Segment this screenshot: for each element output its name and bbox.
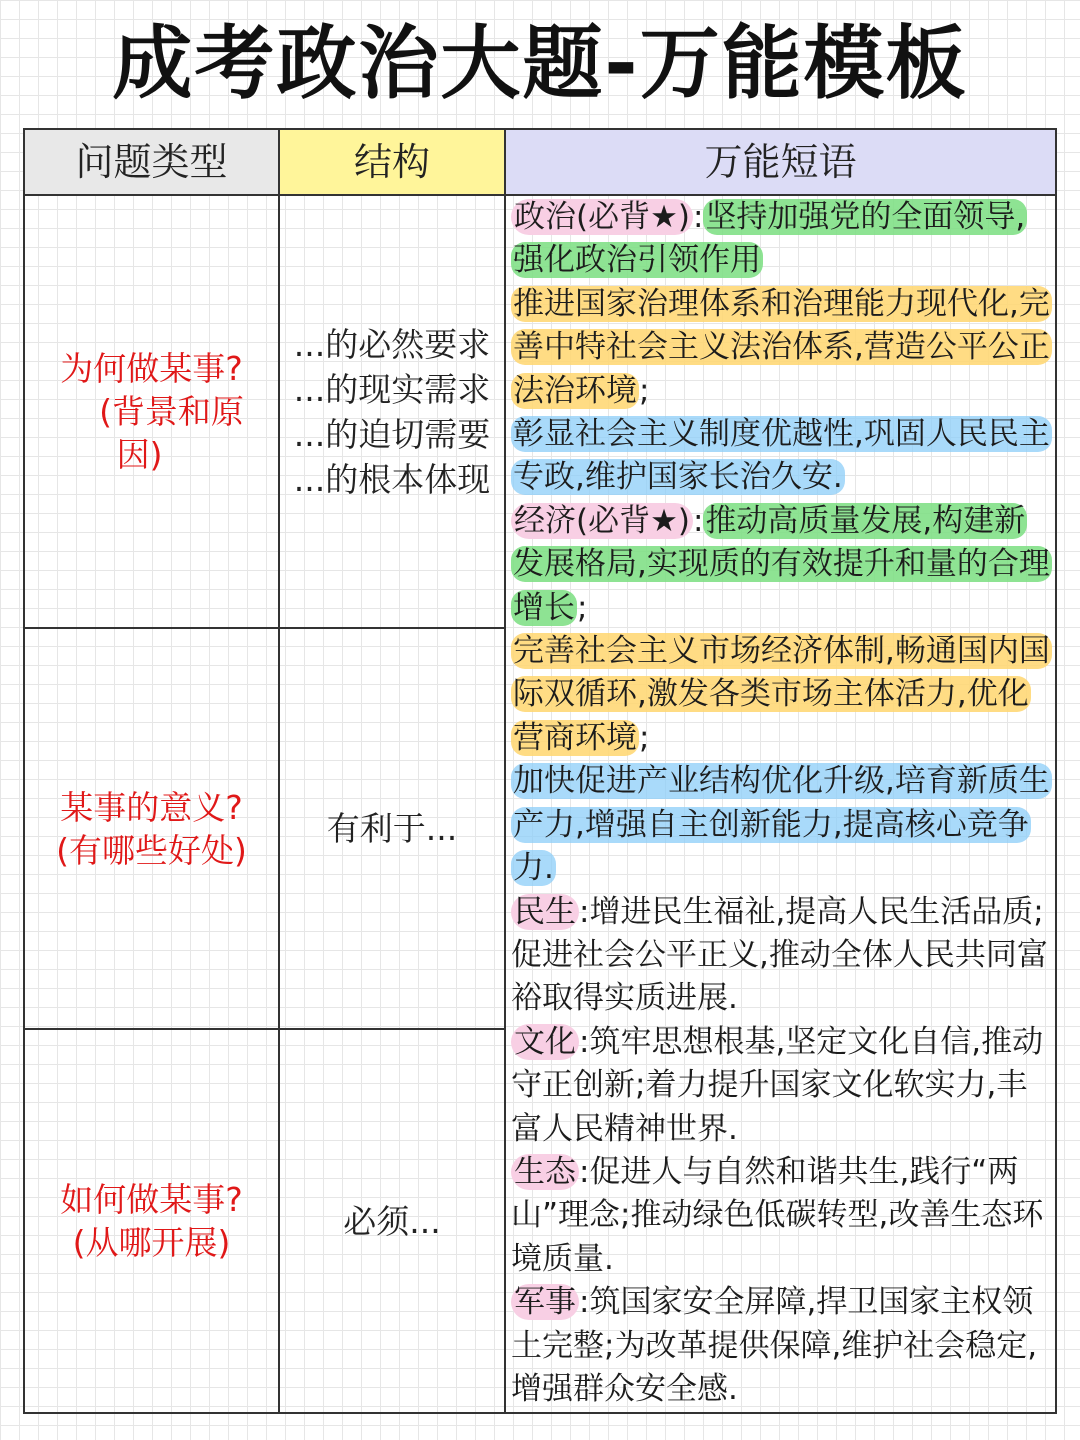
structure-phrase: ...的现实需求 xyxy=(293,369,491,409)
phrase-economy-green: 推动高质量发展,构建新发展格局,实现质的有效提升和量的合理增长 xyxy=(513,502,1050,626)
phrase-livelihood: 民生:增进民生福祉,提高人民生活品质;促进社会公平正义,推动全体人民共同富裕取得实质进展. xyxy=(511,893,1048,1017)
question-type-how xyxy=(25,1030,278,1412)
question-type-why xyxy=(25,196,278,627)
question-type-significance xyxy=(25,629,278,1028)
page-title: 成考政治大题-万能模板 xyxy=(112,17,968,110)
question-type-line: 某事的意义? xyxy=(60,787,243,827)
structure-phrase: 有利于... xyxy=(326,809,458,848)
structure-phrase: ...的必然要求 xyxy=(293,324,491,364)
keyword-military: 军事 xyxy=(511,1284,579,1320)
header-phrases: 万能短语 xyxy=(506,130,1055,194)
phrase-politics: 政治(必背★):坚持加强党的全面领导,强化政治引领作用 xyxy=(513,199,1026,279)
phrase-culture: 文化:筑牢思想根基,坚定文化自信,推动守正创新;着力提升国家文化软实力,丰富人民精神世界. xyxy=(511,1023,1044,1147)
question-type-line: (背景和原 xyxy=(99,392,244,431)
phrase-livelihood-text: 增进民生福祉,提高人民生活品质;促进社会公平正义,推动全体人民共同富裕取得实质进展. xyxy=(511,893,1048,1017)
phrase-politics-green: 坚持加强党的全面领导,强化政治引领作用 xyxy=(513,199,1026,279)
question-type-line: 因) xyxy=(116,435,163,474)
keyword-livelihood: 民生 xyxy=(511,894,579,930)
question-type-line: 如何做某事? xyxy=(60,1180,243,1219)
structure-phrase: 必须... xyxy=(343,1201,441,1241)
phrase-politics-yellow: 推进国家治理体系和治理能力现代化,完善中特社会主义法治体系,营造公平公正法治环境 xyxy=(513,285,1050,409)
phrase-economy-blue: 加快促进产业结构优化升级,培育新质生产力,增强自主创新能力,提高核心竞争力. xyxy=(513,763,1050,887)
phrase-military-text: 筑国家安全屏障,捍卫国家主权领土完整;为改革提供保障,维护社会稳定,增强群众安全感. xyxy=(511,1284,1038,1407)
structure-phrase: ...的根本体现 xyxy=(293,459,491,499)
question-type-line: (有哪些好处) xyxy=(56,830,247,870)
phrase-ecology-text: 促进人与自然和谐共生,践行“两山”理念;推动绿色低碳转型,改善生态环境质量. xyxy=(511,1153,1044,1277)
header-question-type: 问题类型 xyxy=(25,130,278,194)
structure-phrase: ...的迫切需要 xyxy=(293,414,491,454)
template-table xyxy=(23,128,1057,1414)
structure-why xyxy=(280,196,504,627)
keyword-culture: 文化 xyxy=(511,1024,579,1060)
phrase-economy-blue-block xyxy=(511,760,1051,890)
keyword-politics: 政治(必背★) xyxy=(511,199,693,235)
keyword-economy: 经济(必背★) xyxy=(511,503,693,539)
phrase-military: 军事:筑国家安全屏障,捍卫国家主权领土完整;为改革提供保障,维护社会稳定,增强群众安全感. xyxy=(511,1284,1038,1407)
keyword-ecology: 生态 xyxy=(511,1154,579,1190)
phrase-economy-yellow: 完善社会主义市场经济体制,畅通国内国际双循环,激发各类市场主体活力,优化营商环境 xyxy=(513,633,1050,756)
phrase-column xyxy=(511,196,1051,1411)
phrase-ecology: 生态:促进人与自然和谐共生,践行“两山”理念;推动绿色低碳转型,改善生态环境质量. xyxy=(511,1153,1044,1277)
structure-significance xyxy=(280,629,504,1028)
header-structure: 结构 xyxy=(280,130,504,194)
phrase-economy-yellow-block: 完善社会主义市场经济体制,畅通国内国际双循环,激发各类市场主体活力,优化营商环境; xyxy=(513,633,1050,756)
question-type-line: 为何做某事? xyxy=(60,349,243,388)
phrase-politics-blue-block xyxy=(511,413,1051,500)
phrase-economy: 经济(必背★):推动高质量发展,构建新发展格局,实现质的有效提升和量的合理增长; xyxy=(513,502,1050,626)
phrase-politics-blue: 彰显社会主义制度优越性,巩固人民民主专政,维护国家长治久安. xyxy=(513,416,1050,496)
phrase-culture-text: 筑牢思想根基,坚定文化自信,推动守正创新;着力提升国家文化软实力,丰富人民精神世界. xyxy=(511,1023,1044,1147)
column-divider-2 xyxy=(504,130,506,1412)
phrase-politics-yellow-block: 推进国家治理体系和治理能力现代化,完善中特社会主义法治体系,营造公平公正法治环境; xyxy=(513,285,1050,409)
structure-how xyxy=(280,1030,504,1412)
question-type-line: (从哪开展) xyxy=(72,1223,231,1262)
